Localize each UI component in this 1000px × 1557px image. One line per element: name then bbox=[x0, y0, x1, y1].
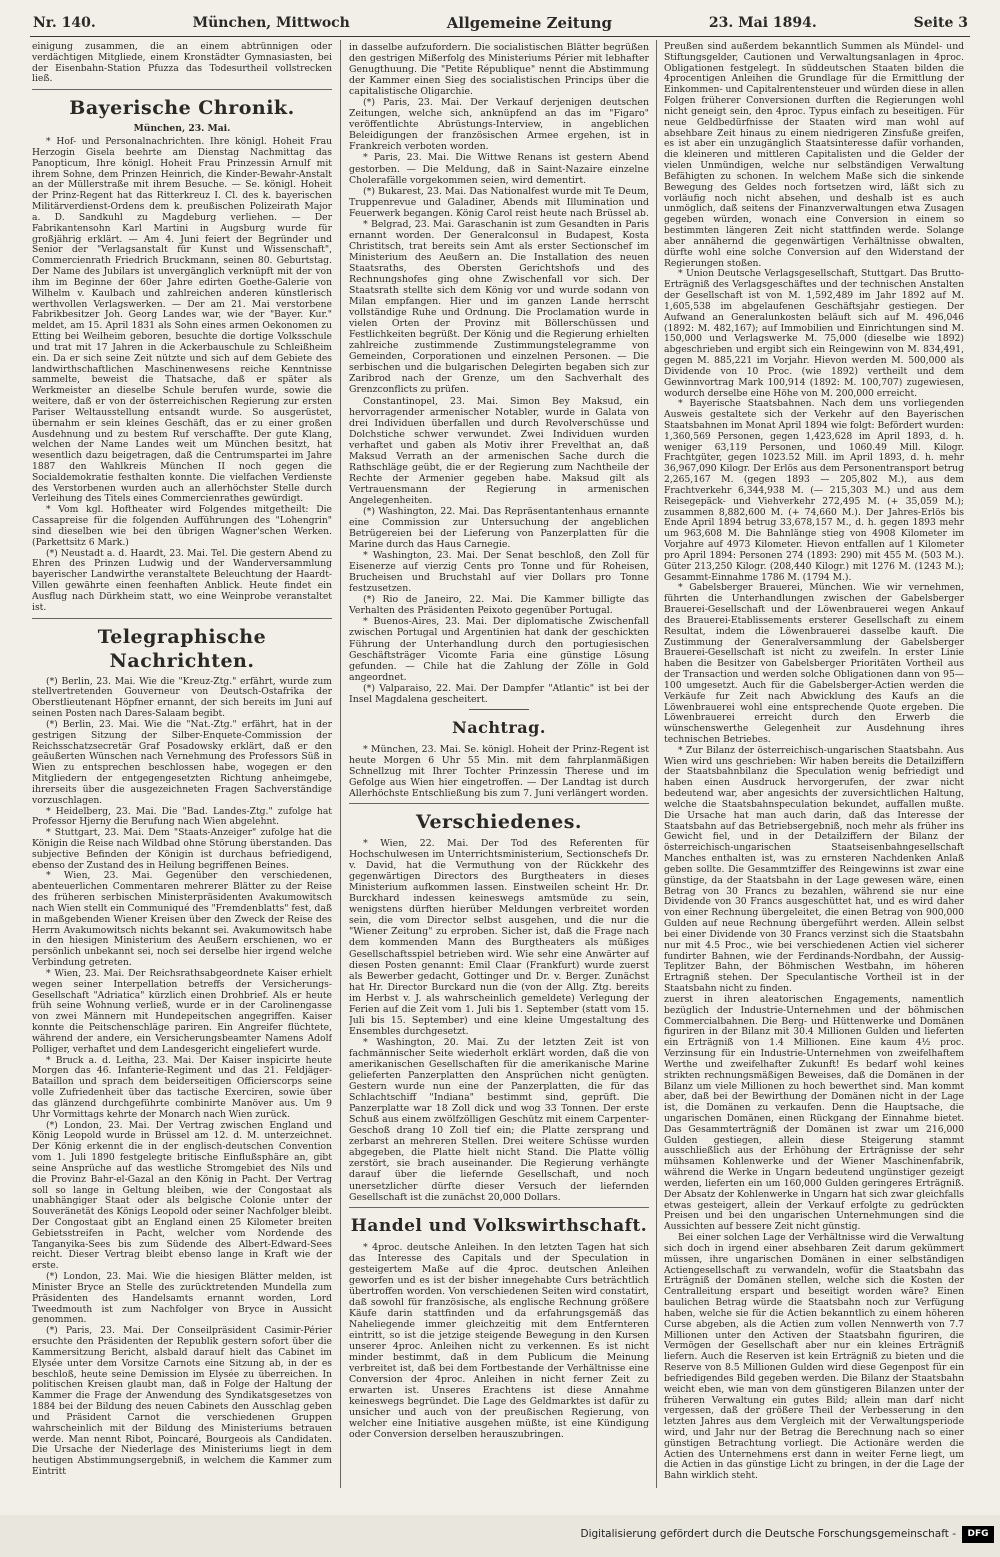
article-paragraph: * Union Deutsche Verlagsgesellschaft, Stuttgart. Das Brutto-Erträgniß des Verlagsgeschäftes und der technischen Anstalten der Gesellschaft ist von M. 1,592,489 im Jahr 1892 auf M. 1,605,538 im abgelaufenen Geschäftsjahr gestiegen. Der Aufwand an Generalunkosten beläuft sich auf M. 496,046 (1892: M. 482,167); auf Immobilien und Einrichtungen sind M. 150,000 und Verlagswerke M. 75,000 (dieselbe wie 1892) abgeschrieben und ergibt sich ein Reingewinn von M. 834,491, gegen M. 885,221 im Vorjahr. Hievon werden M. 500,000 als Dividende von 10 Proc. (wie 1892) vertheilt und dem Gewinnvortrag Mark 100,914 (1892: M. 100,707) zugewiesen, wodurch derselbe eine Höhe von M. 200,000 erreicht. bbox=[664, 268, 964, 399]
article-paragraph: (*) Berlin, 23. Mai. Wie die "Nat.-Ztg." erfährt, hat in der gestrigen Sitzung der Silber-Enquete-Commission der Reichsschatzsecretär Graf Posadowsky erklärt, daß er den geäußerten Wünschen nach Vernehmung des Professors Süß in Wien zu entsprechen beschlossen habe, wogegen er den Mitgliedern der entgegengesetzten Richtung anheimgebe, ihrerseits über die ausgezeichneten Fragen Sachverständige vorzuschlagen. bbox=[32, 718, 332, 806]
article-paragraph: * Buenos-Aires, 23. Mai. Der diplomatische Zwischenfall zwischen Portugal und Argentinien hat dank der geschickten Führung der Unterhandlung durch den portugiesischen Geschäftsträger Vicomte Faria eine günstige Lösung gefunden. — Chile hat die Zahlung der Zölle in Gold angeordnet. bbox=[349, 616, 649, 683]
article-paragraph: * Bayerische Staatsbahnen. Nach dem uns vorliegenden Ausweis gestaltete sich der Verkehr auf den Bayerischen Staatsbahnen im Monat April 1894 wie folgt: Befördert wurden: 1,360,569 Personen, gegen 1,423,628 im April 1893, d. h. weniger 63,119 Personen, und 1060.49 Mill. Kilogr. Frachtgüter, gegen 1023.52 Mill. im April 1893, d. h. mehr 36,967,090 Kilogr. Der Erlös aus dem Personentransport betrug 2,265,167 M. (gegen 1893 — 205,802 M.), aus dem Frachtverkehr 6,344,938 M. (— 215,303 M.) und aus dem Reisegepäck- und Viehverkehr 272,495 M. (+ 35,059 M.); zusammen 8,882,600 M. (+ 74,660 M.). Der Jahres-Erlös bis Ende April 1894 betrug 33,678,157 M., d. h. gegen 1893 mehr um 963,608 M. Die Bahnlänge stieg von 4908 Kilometer im Vorjahre auf 4973 Kilometer. Hievon entfallen auf 1 Kilometer pro April 1894: Personen 274 (1893: 290) mit 455 M. (503 M.). Güter 213,250 Kilogr. (208,440 Kilogr.) mit 1276 M. (1243 M.); Gesammt-Einnahme 1786 M. (1794 M.). bbox=[664, 398, 964, 583]
article-paragraph: * Vom kgl. Hoftheater wird Folgendes mitgetheilt: Die Cassapreise für die folgenden Aufführungen des "Lohengrin" sind dieselben wie bei den übrigen Wagner'schen Werken. (Parkettsitz 6 Mark.) bbox=[32, 504, 332, 548]
footer-credit: Digitalisierung gefördert durch die Deutsche Forschungsgemeinschaft - bbox=[580, 1528, 956, 1540]
article-paragraph: (*) Rio de Janeiro, 22. Mai. Die Kammer billigte das Verhalten des Präsidenten Peixoto gegenüber Portugal. bbox=[349, 594, 649, 617]
divider bbox=[32, 618, 332, 619]
article-paragraph: Bei einer solchen Lage der Verhältnisse wird die Verwaltung sich doch in irgend einer absehbaren Zeit darum gekümmert müssen, ihre ungarischen Domänen in einer selbständigen Actiengesellschaft zu verwandeln, wofür die Staatsbahn das Erträgniß der Domänen stellen, welche sich die Kosten der Centralleitung erspart und beseitigt worden wäre? Einen baulichen Betrag würde die Staatsbahn noch zur Verfügung haben, welche sie für die Actien bekanntlich zu einem höheren Curse abgeben, als die Actien zum vollen Nennwerth von 7.7 Millionen unter den Activen der Staatsbahn figuriren, die Vermögen der Gesellschaft aber nur ein kleines Erträgniß liefern. Auch die Reserven ist kein Erträgniß zu bieten und die Reserve von 8.5 Millionen Gulden wird diese Gegenpost für ein befriedigendes Bild gegeben werden. Die Bilanz der Staatsbahn weicht eben, wie man von dem günstigeren Bilanzen unter der früheren Verwaltung ein gutes Bild; allein man darf nicht vergessen, daß der größere Theil der Verbesserung in den letzten Jahres aus dem Vergleich mit der Verwaltungsperiode wird, und Jahr nur der Betrag die Berechnung nach so einer günstigen Betrachtung vorliegt. Die Actionäre werden die Actien des Unternehmens erst dann in weiter Ferne liegt, um die Actien in das günstige Licht zu bringen, in der die Lage der Bahn wirklich steht. bbox=[664, 1232, 964, 1482]
article-paragraph: (*) Paris, 23. Mai. Der Conseilpräsident Casimir-Périer ersuchte den Präsidenten der Republik gestern sofort über die Kammersitzung Bericht, alsbald darauf hielt das Cabinet im Elysée unter dem Vorsitze Carnots eine Sitzung ab, in der es beschloß, heute seine Demission im Elysée zu überreichen. In politischen Kreisen glaubt man, daß in Folge der Haltung der Kammer die Frage der Anwendung des Syndikatsgesetzes von 1884 bei der Bildung des neuen Cabinets den Ausschlag geben und Präsident Carnot die verschiedenen Gruppen wahrscheinlich mit der Bildung des Ministeriums betrauen werde. Man nennt Ribot, Poincaré, Bourgeois als Candidaten. Die Ursache der Niederlage des Ministeriums liegt in dem heutigen Abstimmungsergebniß, in welchem die Kammer zum Eintritt bbox=[32, 1325, 332, 1478]
divider bbox=[469, 709, 529, 710]
article-paragraph: Preußen sind außerdem bekanntlich Summen als Mündel- und Stiftungsgelder, Cautionen und Verwaltungsanlagen in 4proc. Obligationen festgelegt. In süddeutschen Staaten bilden die 4procentigen Anleihen die Grundlage für die Ermittlung der Einkommen- und Capitalrentensteuer und würden diese in allen Folgen früherer Conversionen durften die Regierungen wohl nicht geneigt sein, den 4proc. Typus einfach zu beseitigen. Für neue Geldbedürfnisse der Staaten wird man wohl auf absehbare Zeit hinaus zu einem niedrigeren Zinsfuße greifen, es ist aber ein unzugänglich Staatsinteresse dafür vorhanden, die kleineren und mittleren Capitalisten und die Gelder der vielen Unmündigen, welche nur selbständigen Verwaltung Befähigten zu schonen. In welchem Maße sich die sinkende Bewegung des Geldes noch fortsetzen wird, läßt sich zu vorläufig noch nicht absehen, und deshalb ist es auch unmöglich, daß seitens der Finanzverwaltungen etwa Zusagen gegeben würden, wonach eine Conversion in einem so bestimmten längeren Zeit nicht stattfinden werde. Solange aber annähernd die gegenwärtigen Verhältnisse obwalten, dürfte wohl eine solche Conversion auf den Widerstand der Regierungen stoßen. bbox=[664, 42, 964, 269]
article-paragraph: (*) Valparaiso, 22. Mai. Der Dampfer "Atlantic" ist bei der Insel Magdalena gescheitert. bbox=[349, 682, 649, 705]
section-title-nachtrag: Nachtrag. bbox=[452, 717, 546, 737]
article-paragraph: (*) Neustadt a. d. Haardt, 23. Mai. Tel. Die gestern Abend zu Ehren des Prinzen Ludwig und der Wanderversammlung bayerischer Landwirthe veranstaltete Beleuchtung der Haardt-Villen gewährte einen feenhaften Anblick. Heute findet ein Ausflug nach Dürkheim statt, wo eine Weinprobe veranstaltet ist. bbox=[32, 547, 332, 613]
article-paragraph: (*) Paris, 23. Mai. Der Verkauf derjenigen deutschen Zeitungen, welche sich, anknüpfend an das im "Figaro" veröffentlichte Abrüstungs-Interview, in angeblichen Beleidigungen der französischen Armee ergehen, ist in Frankreich verboten worden. bbox=[349, 97, 649, 153]
digitization-footer bbox=[0, 1515, 1000, 1557]
page-header bbox=[33, 10, 968, 36]
column-3 bbox=[664, 42, 964, 1482]
dateline: München, 23. Mai. bbox=[133, 123, 231, 135]
article-paragraph: * Wien, 23. Mai. Der Reichsrathsabgeordnete Kaiser erhielt wegen seiner Interpellation betreffs der Versicherungs-Gesellschaft "Adriatica" kürzlich einen Drohbrief. Als er heute früh seine Wohnung verließ, wurde er in der Carolinengasse von zwei Männern mit Hundepeitschen angegriffen. Kaiser konnte die Peitschenschläge pariren. Ein Angreifer flüchtete, während der andere, ein Versicherungsbeamter Namens Adolf Polliger, verhaftet und dem Landesgericht eingeliefert wurde. bbox=[32, 967, 332, 1055]
article-paragraph: (*) Berlin, 23. Mai. Wie die "Kreuz-Ztg." erfährt, wurde zum stellvertretenden Gouverneur von Deutsch-Ostafrika der Oberstlieutenant Höpfner ernannt, der sich bereits im Juni auf seinen Posten nach Dares-Salaam begibt. bbox=[32, 675, 332, 720]
header-rule bbox=[30, 36, 970, 37]
divider bbox=[349, 1207, 649, 1208]
article-paragraph: * Zur Bilanz der österreichisch-ungarischen Staatsbahn. Aus Wien wird uns geschrieben: Wir haben bereits die Detailziffern der Staatsbahnbilanz die Speculation wenig befriedigt und haben einen Ausdruck hervorgerufen, der zwar nicht bedeutend war, aber angesichts der zuversichtlichen Haltung, welche die Staatsbahnspeculation bekundet, auffallen mußte. Die Ursache hat man auch darin, daß das Interesse der Staatsbahn auf das Betriebsergebniß, noch mehr als früher ins Gewicht fiel, und in der Detailziffern der Bilanz der österreichisch-ungarischen Staatseisenbahngesellschaft Manches enthalten ist, was zu ernsteren Nachdenken Anlaß geben sollte. Die Gesammtziffer des Reingewinns ist zwar eine günstige, da der Staatsbahn in der Lage gewesen wäre, einen Betrag von 30 Francs zu bezahlen, während sie nur eine Dividende von 30 Francs ausgeschüttet hat, und es wird daher von einer Rechnung übergeleitet, die einen Betrag von 900,000 Gulden auf neue Rechnung übergeführt werden. Allein selbst bei einer Dividende von 30 Francs verzinst sich die Staatsbahn nur mit 4.5 Proc., wie bei verschiedenen Actien viel sicherer fundirter Bahnen, wie der Ferdinands-Nordbahn, der Aussig-Teplitzer Bahn, der Böhmischen Westbahn, im höheren Ertragniß stehen. Der Speculantische Vortheil ist in der Staatsbahn nicht zu finden. bbox=[664, 744, 964, 995]
divider bbox=[32, 89, 332, 90]
article-paragraph: * Wien, 22. Mai. Der Tod des Referenten für Hochschulwesen im Unterrichtsministerium, Sectionschefs Dr. v. David, hat die Vermuthung von der Rückkehr des gegenwärtigen Directors des Burgtheaters in dieses Ministerium aufkommen lassen. Einstweilen scheint Hr. Dr. Burckhard indessen keineswegs amtsmüde zu sein, wenigstens dürften hierüber Meldungen verbreitet worden sein, die vom Director selbst ausgehen, und die nur die "Wiener Zeitung" zu erproben. Sicher ist, daß die Frage nach dem kommenden Mann des Burgtheaters als müßiges Gesellschaftsspiel betrieben wird. Wie sehr eine Anwärter auf diesen Posten genannt: Emil Claar (Frankfurt) wurde zuerst als Bewerber gedacht, Gottinger und Dr. v. Berger. Zunächst hat Hr. Director Burckard nun die (von der Allg. Ztg. bereits im Herbst v. J. als wahrscheinlich gemeldete) Verlegung der Ferien auf die Zeit vom 1. Juli bis 1. September (statt vom 15. Juli bis 15. September) und eine kleine Umgestaltung des Ensembles durchgesetzt. bbox=[349, 838, 649, 1037]
dfg-logo: DFG bbox=[962, 1526, 994, 1543]
newspaper-title: Allgemeine Zeitung bbox=[446, 14, 613, 32]
article-paragraph: * Heidelberg, 23. Mai. Die "Bad. Landes-Ztg." zufolge hat Professor Hjerny die Berufung nach Wien abgelehnt. bbox=[32, 805, 332, 828]
article-paragraph: * Paris, 23. Mai. Die Wittwe Renans ist gestern Abend gestorben. — Die Meldung, daß in Saint-Nazaire einzelne Cholerafälle vorgekommen seien, wird dementirt. bbox=[349, 152, 649, 186]
column-2 bbox=[349, 42, 649, 1482]
section-title-handel: Handel und Volkswirthschaft. bbox=[350, 1215, 648, 1236]
article-paragraph: * Wien, 23. Mai. Gegenüber den verschiedenen, abenteuerlichen Commentaren mehrerer Blätter zu der Reise des früheren serbischen Ministerpräsidenten Avakumowitsch nach Wien stellt ein Communiqué des "Fremdenblatts" fest, daß in maßgebenden Wiener Kreisen über den Zweck der Reise des Herrn Avakumowitsch nichts bekannt sei. Avakumowitsch habe in den hiesigen Ministerium des Aeußern erschienen, wo er persönlich unbekannt sei, noch sei derselbe hier irgend welche Verbindung getreten. bbox=[32, 870, 332, 969]
article-paragraph: (*) Washington, 22. Mai. Das Repräsentantenhaus ernannte eine Commission zur Untersuchung der angeblichen Betrügereien bei der Lieferung von Panzerplatten für die Marine durch das Haus Carnegie. bbox=[349, 505, 649, 551]
column-divider bbox=[656, 40, 657, 1488]
article-paragraph: (*) Bukarest, 23. Mai. Das Nationalfest wurde mit Te Deum, Truppenrevue und Galadiner, Abends mit Illumination und Feuerwerk begangen. König Carol reist heute nach Brüssel ab. bbox=[349, 185, 649, 219]
article-paragraph: * Washington, 20. Mai. Zu der letzten Zeit ist von fachmännischer Seite wiederholt erklärt worden, daß die von amerikanischen Gesellschaften für die amerikanische Marine gelieferten Panzerplatten den Ansprüchen nicht genügten. Gestern wurde nun eine der Panzerplatten, die für das Schlachtschiff "Indiana" bestimmt sind, geprüft. Die Panzerplatte war 18 Zoll dick und wog 33 Tonnen. Der erste Schuß aus einem zwölfzölligen Geschütz mit einem Carpenter-Geschoß drang 10 Zoll tief ein; die Platte zersprang und zerbarst an mehreren Stellen. Drei weitere Schüsse wurden abgegeben, die Platte hielt nicht Stand. Die Platte völlig zerstört, sie brach auseinander. Die Regierung verhängte darauf über die liefernde Gesellschaft, und noch unersetzlicher dürfte dieser Versuch der liefernden Gesellschaft ist die zunächst 20,000 Dollars. bbox=[349, 1036, 649, 1203]
article-paragraph: * München, 23. Mai. Se. königl. Hoheit der Prinz-Regent ist heute Morgen 6 Uhr 55 Min. mit dem fahrplanmäßigen Schnellzug mit Ihrer Tochter Prinzessin Therese und im Gefolge aus Wien hier eingetroffen. — Der Landtag ist durch Allerhöchste Entschließung bis zum 7. Juni verlängert worden. bbox=[349, 743, 649, 799]
issue-date: 23. Mai 1894. bbox=[708, 15, 817, 31]
article-paragraph: einigung zusammen, die an einem abtrünnigen oder verdächtigen Mitgliede, einem Kronstädter Gymnasiasten, bei der Eisenbahn-Station Pfuzza das Todesurtheil vollstrecken ließ. bbox=[32, 42, 332, 85]
article-paragraph: * Bruck a. d. Leitha, 23. Mai. Der Kaiser inspicirte heute Morgen das 46. Infanterie-Regiment und das 21. Feldjäger-Bataillon und sprach dem beiderseitigen Officierscorps seine volle Zufriedenheit über das tactische Exerciren, sowie über das glänzend durchgeführte combinirte Manöver aus. Um 9 Uhr Vormittags kehrte der Monarch nach Wien zurück. bbox=[32, 1054, 332, 1120]
divider bbox=[349, 803, 649, 804]
section-title-verschiedenes: Verschiedenes. bbox=[415, 811, 583, 834]
section-title-telegraphische-nachrichten: Telegraphische Nachrichten. bbox=[97, 625, 267, 672]
article-paragraph: in dasselbe aufzufordern. Die socialistischen Blätter begrüßen den gestrigen Mißerfolg des Ministeriums Périer mit lebhafter Genugthuung. Die "Petite République" nennt die Abstimmung der Kammer einen Sieg des socialistischen Princips über die capitalistische Oligarchie. bbox=[349, 42, 649, 98]
article-paragraph: * Gabelsberger Brauerei, München. Wie wir vernehmen, führten die Unterhandlungen zwischen der Gabelsberger Brauerei-Gesellschaft und der Löwenbrauerei wegen Ankauf des Brauerei-Etablissements ersterer Gesellschaft zu einem Resultat, indem die Löwenbrauerei dasselbe kauft. Die Zustimmung der Generalversammlung der Gabelsberger Brauerei-Gesellschaft ist nicht zu zweifeln. In erster Linie haben die Besitzer von Gabelsberger Prioritäten Vortheil aus der Transaction und werden solche Obligationen dann von 95—100 umgesetzt. Auch für die Gabelsberger-Actien werden die Verkäufe fur Zeit nach Abwicklung des Kaufs an die Löwenbrauerei wohl eine entsprechende Quote ergeben. Die Löwenbrauerei erreicht durch den Erwerb die wünschenswerthe Gelegenheit zur Ausdehnung ihres technischen Betriebes. bbox=[664, 582, 964, 745]
article-paragraph: * 4proc. deutsche Anleihen. In den letzten Tagen hat sich das Interesse des Capitals und der Speculation in gesteigertem Maße auf die 4proc. deutschen Anleihen geworfen und es ist der bisher innegehabte Curs beträchtlich übertroffen worden. Von verschiedenen Seiten wird constatirt, daß sowohl für französische, als englische Rechnung größere Käufe darin stattfinden und da erfahrungsgemäß das Naheliegende immer gleichzeitig mit dem Entfernteren eintritt, so ist die jetzige steigende Bewegung in den Kursen unserer 4proc. Anleihen nicht zu verkennen. Es ist nicht minder bestimmt, daß in dem Publicum die Meinung verbreitet ist, daß bei dem Fortbestande der Verhältnisse eine Conversion der 4proc. Anleihen in nicht ferner Zeit zu erwarten ist. Unseres Erachtens ist diese Annahme keineswegs begründet. Die Lage des Geldmarktes ist dafür zu unsicher und auch von der preußischen Regierung, von welcher eine Initiative ausgehen müßte, ist eine Kündigung oder Conversion derselben herauszubringen. bbox=[349, 1241, 649, 1441]
article-paragraph: zuerst in ihren aleatorischen Engagements, namentlich bezüglich der Industrie-Unternehmen und der böhmischen Commercialbahnen. Die Berg- und Hüttenwerke und Domänen figuriren in der Bilanz mit 30.4 Millionen Gulden und lieferten ein Erträgniß von 1.4 Millionen. Eine kaum 4½ proc. Verzinsung für ein Industrie-Unternehmen von zweifelhaftem Werthe und zweifelhafter Zukunft! Es bedarf wohl keines strikten rechnungsmäßigen Beweises, daß die Domänen in der Bilanz um viele Millionen zu hoch bewerthet sind. Man kommt aber, daß bei der Bewirthung der Domänen nicht in der Lage ist, die Domänen zu verkaufen. Denn die Hauptsache, die ungarischen Domänen, einen Rückgang der Einnahme bietet. Das Gesammterträgniß der Domänen ist zwar um 216,000 Gulden gestiegen, allein diese Steigerung stammt ausschließlich aus der Erhöhung der Erträgnisse der sehr mühsamen Kohlenwerke und der Wiener Maschinenfabrik, während die Werke in Ungarn bedeutend ungünstiger gezeigt werden, lieferten ein um 160,000 Gulden geringeres Erträgniß. Der Absatz der Kohlenwerke in Ungarn hat sich zwar gleichfalls etwas gesteigert, allein der Verkauf erfolgte zu gedrückten Preisen und bei den ungarischen Unternehmungen sind die Aussichten auf bessere Zeit nicht günstig. bbox=[664, 993, 964, 1233]
article-paragraph: Constantinopel, 23. Mai. Simon Bey Maksud, ein hervorragender armenischer Notabler, wurde in Galata von drei Individuen überfallen und durch Revolverschüsse und Dolchstiche schwer verwundet. Zwei Individuen wurden verhaftet und gaben als Motiv ihrer Frevelthat an, daß Maksud Verrath an der armenischen Sache durch die Rathschläge geübt, die er der Regierung zum Nachtheile der Rechte der Armenier gegeben habe. Maksud gilt als Vertrauensmann der Regierung in armenischen Angelegenheiten. bbox=[349, 395, 649, 506]
article-paragraph: (*) London, 23. Mai. Der Vertrag zwischen England und König Leopold wurde in Brüssel am 12. d. M. unterzeichnet. Der König erkennt die in der englisch-deutschen Convention vom 1. Juli 1890 festgelegte britische Einflußsphäre an, gibt seine Ansprüche auf das westliche Stromgebiet des Nils und die Provinz Bahr-el-Gazal an den König in Pacht. Der Vertrag soll so lange in Geltung bleiben, wie der Congostaat als unabhängiger Staat oder als belgische Colonie unter der Souveränetät des Königs Leopold oder seiner Nachfolger bleibt. Der Congostaat gibt an England einen 25 Kilometer breiten Gebietsstreifen in Pacht, welcher vom Nordende des Tanganyika-Sees bis zum Südende des Albert-Edward-Sees reicht. Dieser Vertrag bleibt ebenso lange in Kraft wie der erste. bbox=[32, 1119, 332, 1272]
issue-number: Nr. 140. bbox=[33, 15, 96, 31]
article-paragraph: (*) London, 23. Mai. Wie die hiesigen Blätter melden, ist Minister Bryce an Stelle des zurücktretenden Mundella zum Präsidenten des Handelsamts ernannt worden, Lord Tweedmouth ist zum Nachfolger von Bryce in Aussicht genommen. bbox=[32, 1271, 332, 1326]
place-day: München, Mittwoch bbox=[192, 15, 350, 31]
column-1 bbox=[32, 42, 332, 1482]
article-paragraph: * Belgrad, 23. Mai. Garaschanin ist zum Gesandten in Paris ernannt worden. Der Generalconsul in Budapest, Kosta Christitsch, trat bereits sein Amt als erster Sectionschef im Ministerium des Aeußern an. Die Installation des neuen Staatsraths, des Obersten Gerichtshofs und des Rechnungshofes ging ohne Zwischenfall vor sich. Der Staatsrath stellte sich dem König vor und wurde sodann von Milan empfangen. Hier und im ganzen Lande herrscht vollständige Ruhe und Ordnung. Die Proclamation wurde in vielen Orten der Provinz mit Böllerschüssen und Festlichkeiten begrüßt. Der König und die Regierung erhielten zahlreiche zustimmende Zustimmungstelegramme von Gemeinden, Corporationen und einzelnen Personen. — Die serbischen und die bulgarischen Delegirten begaben sich zur Zaribrod nach der Grenze, um den Sachverhalt des Grenzconflicts zu prüfen. bbox=[349, 218, 649, 396]
section-title-bayerische-chronik: Bayerische Chronik. bbox=[69, 97, 295, 120]
article-paragraph: * Stuttgart, 23. Mai. Dem "Staats-Anzeiger" zufolge hat die Königin die Reise nach Wildbad ohne Störung überstanden. Das subjective Befinden der Königin ist durchaus befriedigend, ebenso der Zustand des in Heilung begriffenen Beines. bbox=[32, 827, 332, 871]
page-number: Seite 3 bbox=[913, 15, 968, 31]
article-paragraph: * Hof- und Personalnachrichten. Ihre königl. Hoheit Frau Herzogin Gisela beehrte am Dienstag Nachmittag das Panopticum, Ihre königl. Hoheit Frau Prinzessin Arnulf mit ihrem Sohne, dem Prinzen Heinrich, die Kinder-Bewahr-Anstalt an der Müllerstraße mit ihrem Besuche. — Se. königl. Hoheit der Prinz-Regent hat das Ritterkreuz I. Cl. des k. bayerischen Militärverdienst-Ordens dem k. preußischen Polizeirath Major a. D. Sandkuhl zu Magdeburg verliehen. — Der Fabrikantensohn Karl Martini in Augsburg wurde für großjährig erklärt. — Am 4. Juni feiert der Begründer und Senior der "Verlagsanstalt für Kunst und Wissenschaft", Commercienrath Friedrich Bruckmann, seinen 80. Geburtstag. Der Name des Jubilars ist unvergänglich verknüpft mit der von ihm im Beginne der 60er Jahre edirten Goethe-Galerie von Wilhelm v. Kaulbach und zahlreichen anderen künstlerisch werthvollen Verlagswerken. — Der am 21. Mai verstorbene Fabrikbesitzer Joh. Georg Landes war, wie der "Bayer. Kur." meldet, am 15. April 1831 als Sohn eines armen Oekonomen zu Etting bei Weilheim geboren, besuchte die dortige Volksschule und trat mit 17 Jahren in die Ackerbauschule zu Schleißheim ein. Da er sich seine Zeit nützte und sich auf dem Gebiete des landwirthschaftlichen Maschinenwesens reiche Kenntnisse sammelte, beweist die Thatsache, daß er später als Werkmeister an dieselbe Schule berufen wurde, sowie die weitere, daß er von der österreichischen Regierung zur ersten Pariser Weltausstellung entsandt wurde. So ausgerüstet, übernahm er sein kleines Geschäft, das er zu einer großen Ausdehnung und zu bestem Ruf verschaffte. Der gute Klang, welchen der Name Landes weit um München besitzt, hat wesentlich dazu beigetragen, daß die Centrumspartei im Jahre 1887 den Wahlkreis München II noch gegen die Socialdemokratie festhalten konnte. Die vielfachen Verdienste des Verstorbenen wurden auch an allerhöchster Stelle durch Verleihung des Titels eines Commercienrathes gewürdigt. bbox=[32, 136, 332, 505]
column-divider bbox=[340, 40, 341, 1488]
article-paragraph: * Washington, 23. Mai. Der Senat beschloß, den Zoll für Eisenerze auf vierzig Cents pro Tonne und für Roheisen, Brucheisen und Bruchstahl auf vier Dollars pro Tonne festzusetzen. bbox=[349, 550, 649, 595]
